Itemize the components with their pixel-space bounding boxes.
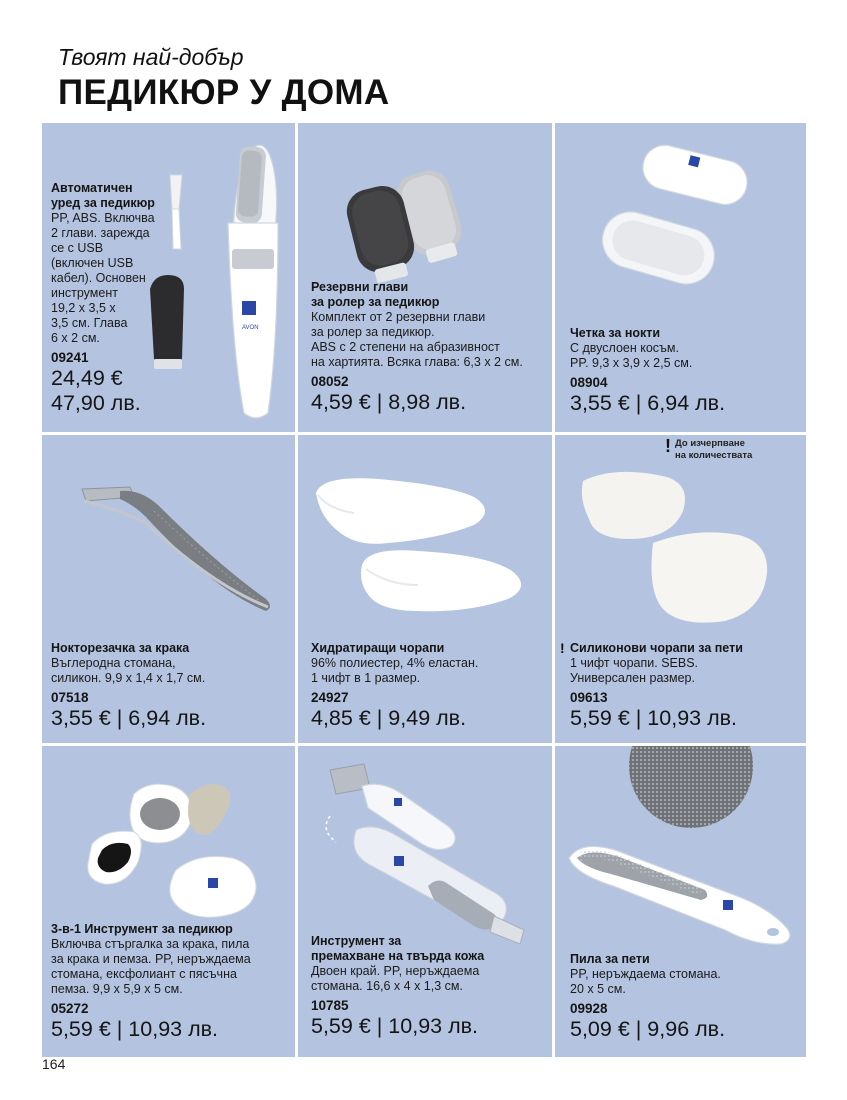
page-title: ПЕДИКЮР У ДОМА (58, 73, 390, 112)
product-card-pedicure-device[interactable] (42, 123, 295, 432)
product-card-toenail-clipper[interactable] (42, 435, 295, 743)
product-description: С двуслоен косъм. PP. 9,3 x 3,9 x 2,5 см. (570, 341, 693, 370)
product-card-heel-file[interactable] (555, 746, 806, 1057)
product-name: Пила за пети (570, 952, 650, 966)
product-code: 24927 (311, 690, 349, 705)
product-code: 07518 (51, 690, 89, 705)
product-code: 09241 (51, 350, 89, 365)
product-card-moisturizing-socks[interactable] (298, 435, 552, 743)
product-description: 96% полиестер, 4% еластан. 1 чифт в 1 размер. (311, 656, 479, 685)
product-description: PP, ABS. Включва 2 глави. зарежда се с USB (включен USB кабел). Основен инструмент 19,2 x 3,5 x 3,5 см. Глава 6 x 2 см. (51, 211, 155, 345)
product-info (51, 641, 291, 731)
product-price: 5,59 € | 10,93 лв. (570, 706, 738, 730)
product-price: 3,55 € | 6,94 лв. (51, 706, 207, 730)
product-code: 10785 (311, 998, 349, 1013)
product-name: Силиконови чорапи за пети (570, 641, 743, 655)
product-info (311, 934, 547, 1039)
product-name: 3-в-1 Инструмент за педикюр (51, 922, 233, 936)
product-info (311, 641, 547, 731)
product-name: Нокторезачка за крака (51, 641, 190, 655)
product-description: Въглеродна стомана, силикон. 9,9 x 1,4 x 1,7 см. (51, 656, 206, 685)
product-price: 4,59 € | 8,98 лв. (311, 390, 467, 414)
product-price-eur: 24,49 € (51, 366, 123, 390)
product-price: 5,59 € | 10,93 лв. (311, 1014, 479, 1038)
product-description: Включва стъргалка за крака, пила за крака и пемза. PP, неръждаема стомана, ексфолиант с пясъчна пемза. 9,9 x 5,9 x 5 см. (51, 937, 251, 996)
exclamation-icon: ! (560, 640, 565, 656)
product-info (570, 952, 802, 1042)
product-card-replacement-heads[interactable] (298, 123, 552, 432)
product-description: 1 чифт чорапи. SEBS. Универсален размер. (570, 656, 699, 685)
product-info (51, 181, 191, 416)
product-card-silicone-heel-socks[interactable] (555, 435, 806, 743)
product-code: 09613 (570, 690, 608, 705)
product-name: Хидратиращи чорапи (311, 641, 445, 655)
product-price: 5,59 € | 10,93 лв. (51, 1017, 219, 1041)
product-card-nail-brush[interactable] (555, 123, 806, 432)
product-info (570, 641, 802, 731)
product-name: Резервни глави за ролер за педикюр (311, 280, 440, 309)
page-subtitle: Твоят най-добър (58, 44, 244, 70)
product-info (311, 280, 547, 415)
product-grid (42, 123, 806, 1057)
notice-exclamation-icon: ! (665, 436, 671, 456)
product-name: Четка за нокти (570, 326, 661, 340)
page-header (58, 44, 389, 115)
product-description: Комплект от 2 резервни глави за ролер за педикюр. ABS с 2 степени на абразивност на хартията. Всяка глава: 6,3 x 2 см. (311, 310, 523, 369)
product-name: Инструмент за премахване на твърда кожа (311, 934, 485, 963)
product-price: 3,55 € | 6,94 лв. (570, 391, 726, 415)
brand-label-device: AVON (242, 325, 259, 331)
product-description: PP, неръждаема стомана. 20 x 5 см. (570, 967, 721, 996)
product-info (570, 326, 800, 416)
product-price: 4,85 € | 9,49 лв. (311, 706, 467, 730)
product-info (51, 922, 291, 1042)
product-code: 08904 (570, 375, 608, 390)
product-code: 09928 (570, 1001, 608, 1016)
product-card-3in1-tool[interactable] (42, 746, 295, 1057)
product-price: 5,09 € | 9,96 лв. (570, 1017, 726, 1041)
page-number: 164 (42, 1056, 66, 1072)
product-price-bgn: 47,90 лв. (51, 391, 141, 415)
stock-notice: До изчерпване на количествата (675, 438, 753, 461)
product-card-hard-skin-remover[interactable] (298, 746, 552, 1057)
product-code: 05272 (51, 1001, 89, 1016)
product-description: Двоен край. PP, неръждаема стомана. 16,6 x 4 x 1,3 см. (311, 964, 480, 993)
product-code: 08052 (311, 374, 349, 389)
product-name: Автоматичен уред за педикюр (51, 181, 155, 210)
